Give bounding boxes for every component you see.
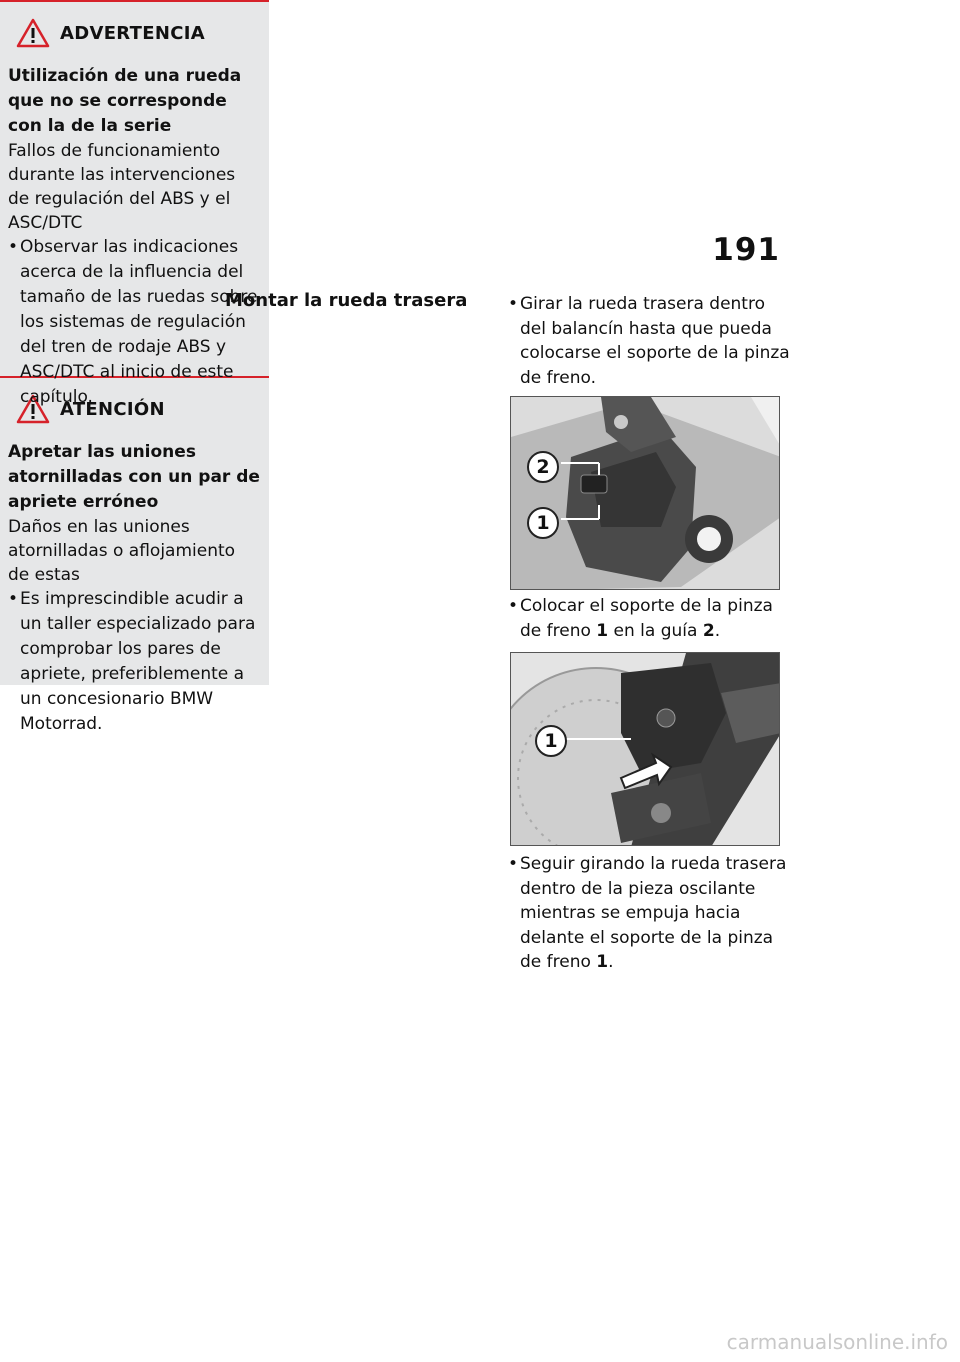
step-3: • Seguir girando la rueda trasera dentro de la pieza oscilante mientras se empuja hacia delante el soporte de la pinza de freno 1. xyxy=(508,852,792,975)
watermark: carmanualsonline.info xyxy=(726,1330,948,1354)
figure1-callout-1: 1 xyxy=(527,507,559,539)
warning-triangle-icon xyxy=(16,18,50,48)
caution-subhead: Apretar las uniones atornilladas con un par de apriete erróneo xyxy=(8,442,260,512)
caution-body: Daños en las uniones atornilladas o aflojamiento de estas xyxy=(8,517,236,585)
warning-header xyxy=(8,2,261,64)
caution-bullet: • Es imprescindible acudir a un taller especializado para comprobar los pares de apriete, preferiblemente a un concesionario BMW Motorrad. xyxy=(8,587,261,737)
warning-bullet: • Observar las indicaciones acerca de la influencia del tamaño de las ruedas sobre los sistemas de regulación del tren de rodaje ABS y ASC/DTC al inicio de este capítulo. xyxy=(8,235,261,410)
section-title: Montar la rueda trasera xyxy=(225,290,468,311)
step-1: • Girar la rueda trasera dentro del balancín hasta que pueda colocarse el soporte de la pinza de freno. xyxy=(508,292,792,390)
warning-subhead: Utilización de una rueda que no se corresponde con la de la serie xyxy=(8,66,242,136)
figure-push-caliper xyxy=(510,652,780,846)
warning-box xyxy=(0,0,269,407)
brake-caliper-illustration xyxy=(511,397,780,590)
page-number: 191 xyxy=(712,232,780,268)
caution-box xyxy=(0,376,269,734)
caution-label: ATENCIÓN xyxy=(60,398,165,420)
figure1-callout-2: 2 xyxy=(527,451,559,483)
step-2: • Colocar el soporte de la pinza de freno 1 en la guía 2. xyxy=(508,594,792,643)
figure2-callout-1: 1 xyxy=(535,725,567,757)
warning-body: Fallos de funcionamiento durante las intervenciones de regulación del ABS y el ASC/DTC xyxy=(8,141,236,233)
warning-label: ADVERTENCIA xyxy=(60,22,205,44)
figure-brake-caliper-guide xyxy=(510,396,780,590)
